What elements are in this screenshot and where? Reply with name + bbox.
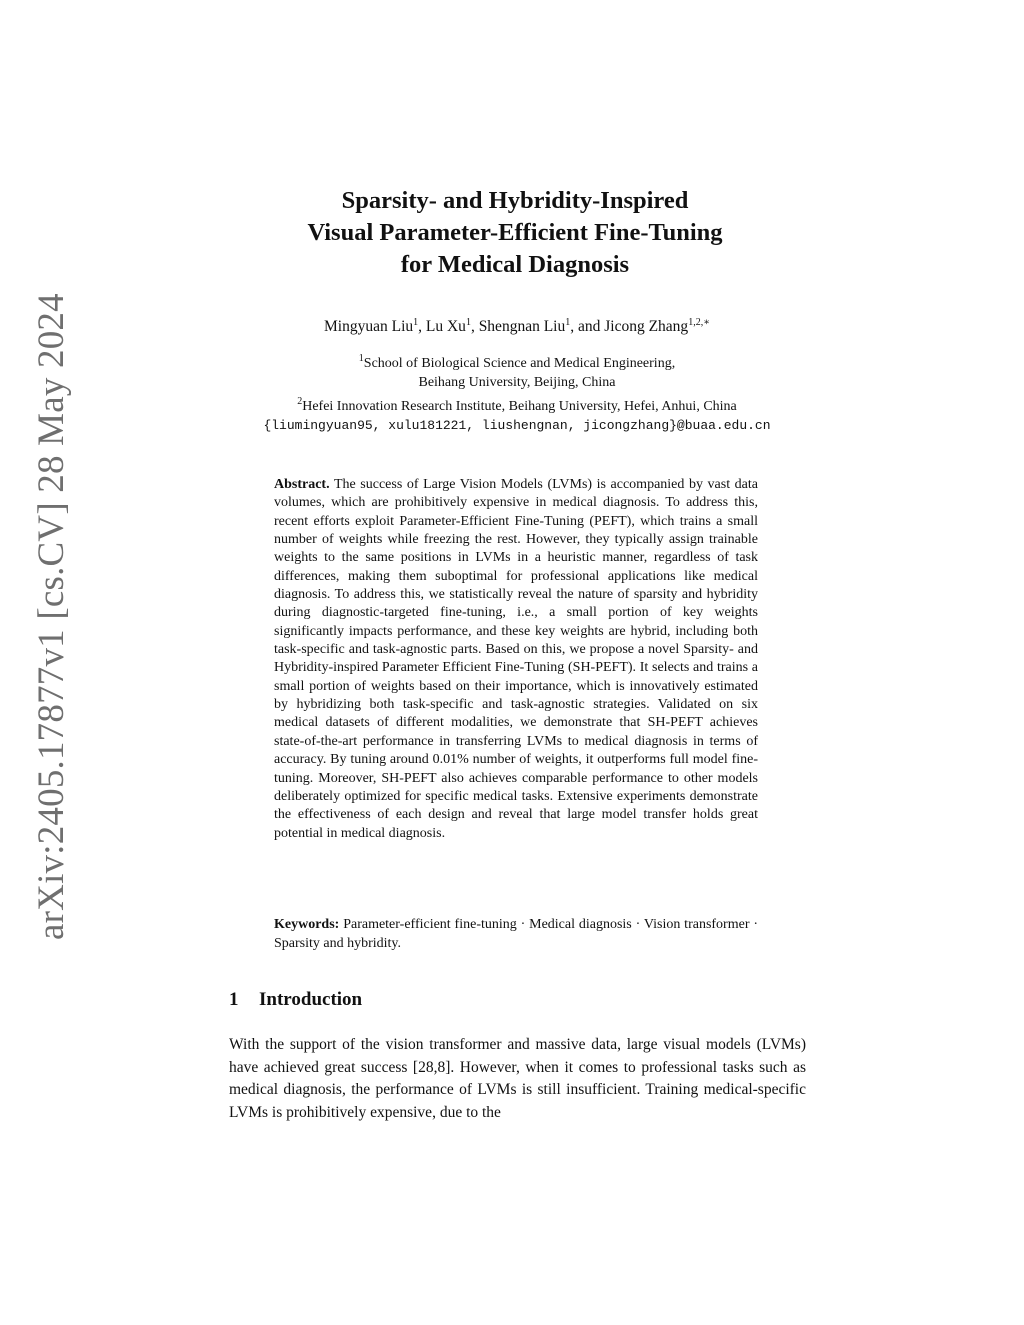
affiliation-text: Beihang University, Beijing, China [418,375,616,390]
section-title: Introduction [259,989,363,1010]
section-number: 1 [229,989,239,1010]
affiliation-text: School of Biological Science and Medical Engineering, [363,356,676,371]
section-heading [229,989,362,1011]
keywords [274,916,758,953]
author-affiliation-mark: 1 [413,317,419,328]
affiliation-mark: 1 [358,353,364,364]
arxiv-identifier: arXiv:2405.17877v1 [cs.CV] 28 May 2024 [31,293,72,940]
author-affiliation-mark: 1 [465,317,471,328]
author-affiliation-mark: 1,2,∗ [688,317,710,328]
affiliations [0,349,1024,435]
author-list [0,313,1024,337]
author-name: Mingyuan Liu [324,318,414,335]
author-emails: {liumingyuan95, xulu181221, liushengnan, jicongzhang}@buaa.edu.cn [263,418,771,433]
introduction-paragraph: With the support of the vision transformer and massive data, large visual models (LVMs) have achieved great success [28,8]. However, when it comes to professional tasks such as medical diagnosis, the performance of LVMs is still insufficient. Training medical-specific LVMs is prohibitively expensive, due to the [229,1036,806,1121]
affiliation-line [0,392,1024,416]
author-name: Jicong Zhang [604,318,689,335]
affiliation-mark: 2 [297,396,303,407]
author-separator: , [418,318,426,335]
author-separator: , [470,318,479,335]
author-affiliation-mark: 1 [565,317,571,328]
author-separator: , and [570,318,605,335]
abstract-text: The success of Large Vision Models (LVMs) is accompanied by vast data volumes, which are prohibitively expensive in medical diagnosis. To address this, recent efforts exploit Parameter-Efficient Fine-Tuning (PEFT), which trains a small number of weights while freezing the rest. However, they typically assign trainable weights to the same positions in LVMs in a heuristic manner, regardless of task differences, making them suboptimal for professional applications like medical diagnosis. To address this, we statistically reveal the nature of sparsity and hybridity during diagnostic-targeted fine-tuning, i.e., a small portion of key weights significantly impacts performance, and these key weights are hybrid, including both task-specific and task-agnostic parts. Based on this, we propose a novel Sparsity- and Hybridity-inspired Parameter Efficient Fine-Tuning (SH-PEFT). It selects and trains a small portion of weights based on their importance, which is innovatively estimated by hybridizing both task-specific and task-agnostic strategies. Validated on six medical datasets of different modalities, we demonstrate that SH-PEFT achieves state-of-the-art performance in transferring LVMs to medical diagnosis in terms of accuracy. By tuning around 0.01% number of weights, it outperforms full model fine-tuning. Moreover, SH-PEFT also achieves comparable performance to other models deliberately optimized for specific medical tasks. Extensive experiments demonstrate the effectiveness of each design and reveal that large model transfer holds great potential in medical diagnosis. [274,477,758,841]
author-name: Lu Xu [425,318,466,335]
title-line: Visual Parameter-Efficient Fine-Tuning [307,219,723,246]
affiliation-text: Hefei Innovation Research Institute, Beihang University, Hefei, Anhui, China [302,399,737,414]
affiliation-line [0,373,1024,392]
title-line: for Medical Diagnosis [400,251,630,278]
abstract [274,476,758,843]
paper-title [0,185,1024,281]
affiliation-line [0,349,1024,373]
title-line: Sparsity- and Hybridity-Inspired [341,187,689,214]
keywords-text: Parameter-efficient fine-tuning · Medical diagnosis · Vision transformer · Sparsity and hybridity. [274,917,759,951]
abstract-label: Abstract. [274,477,330,492]
keywords-label: Keywords: [274,917,340,932]
author-name: Shengnan Liu [478,318,566,335]
